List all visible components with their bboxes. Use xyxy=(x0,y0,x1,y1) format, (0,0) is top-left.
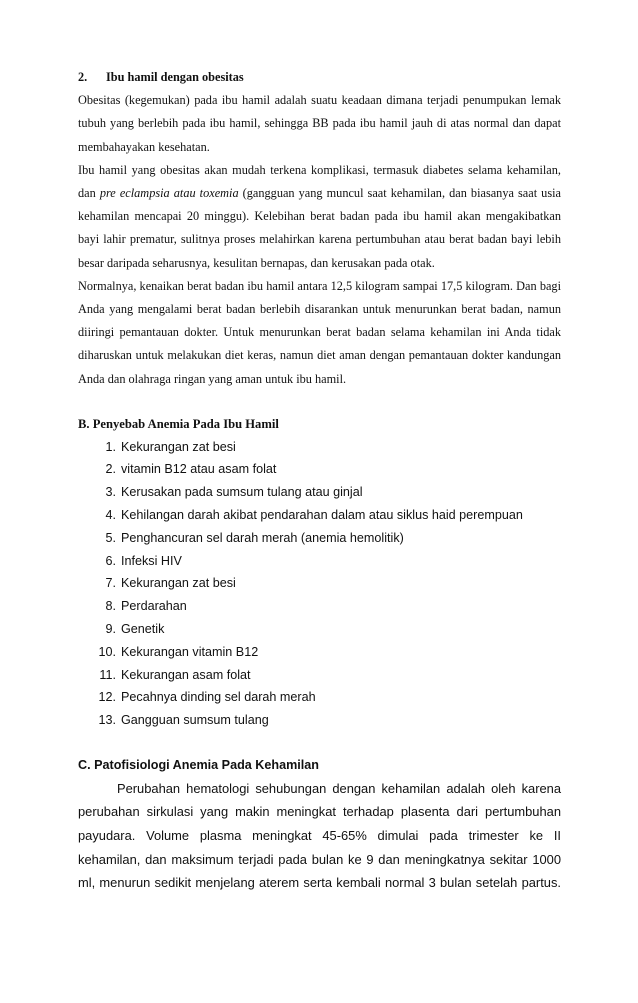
complications-italic-term: pre eclampsia atau toxemia xyxy=(99,186,239,201)
list-item xyxy=(96,664,561,687)
list-item xyxy=(96,550,561,573)
list-item-text: Kehilangan darah akibat pendarahan dalam atau siklus haid perempuan xyxy=(121,508,523,523)
section-2-number: 2. xyxy=(78,70,88,84)
obesity-complications-paragraph xyxy=(78,159,561,275)
list-item-number: 2. xyxy=(105,462,116,477)
list-item-number: 13. xyxy=(98,713,116,728)
list-item-number: 10. xyxy=(98,644,116,659)
list-item-text: Kerusakan pada sumsum tulang atau ginjal xyxy=(121,485,363,500)
list-item-text: Gangguan sumsum tulang xyxy=(121,713,269,728)
list-item-text: Kekurangan asam folat xyxy=(121,667,251,682)
list-item-number: 6. xyxy=(105,553,116,568)
spacer xyxy=(78,391,561,413)
list-item xyxy=(96,572,561,595)
list-item-number: 5. xyxy=(105,530,116,545)
list-item xyxy=(96,436,561,459)
list-item xyxy=(96,458,561,481)
document-page xyxy=(78,66,561,895)
list-item-text: vitamin B12 atau asam folat xyxy=(121,462,277,477)
list-item-number: 7. xyxy=(105,576,116,591)
weight-gain-paragraph: Normalnya, kenaikan berat badan ibu hamil antara 12,5 kilogram sampai 17,5 kilogram. Dan bagi Anda yang mengalami berat badan berlebih disarankan untuk menurunkan berat badan, namun diiringi pemantauan dokter. Untuk menurunkan berat badan selama kehamilan ini Anda tidak diharuskan untuk melakukan diet keras, namun diet aman dengan pemantauan dokter kandungan Anda dan olahraga ringan yang aman untuk ibu hamil. xyxy=(78,278,561,386)
list-item xyxy=(96,527,561,550)
list-item-text: Genetik xyxy=(121,622,165,637)
list-item-number: 3. xyxy=(105,485,116,500)
list-item xyxy=(96,641,561,664)
spacer xyxy=(78,732,561,754)
list-item xyxy=(96,709,561,732)
list-item-text: Kekurangan zat besi xyxy=(121,576,236,591)
list-item-number: 4. xyxy=(105,508,116,523)
list-item xyxy=(96,595,561,618)
section-2-heading xyxy=(78,66,561,89)
list-item-text: Penghancuran sel darah merah (anemia hemolitik) xyxy=(121,530,404,545)
list-item-number: 12. xyxy=(98,690,116,705)
list-item-number: 11. xyxy=(99,667,116,682)
list-item-number: 8. xyxy=(105,599,116,614)
complications-text-end: (gangguan yang muncul saat kehamilan, dan biasanya saat usia kehamilan mencapai 20 minggu). Kelebihan berat badan pada ibu hamil akan mengakibatkan bayi lahir prematur, sulitnya proses melahirkan karena pertumbuhan atau berat badan bayi lebih besar daripada seharusnya, kesulitan bernapas, dan kerusakan pada otak. xyxy=(78,186,561,270)
list-item-number: 9. xyxy=(105,622,116,637)
obesity-definition-paragraph: Obesitas (kegemukan) pada ibu hamil adalah suatu keadaan dimana terjadi penumpukan lemak tubuh yang berlebih pada ibu hamil, sehingga BB pada ibu hamil jauh di atas normal dan dapat membahayakan kesehatan. xyxy=(78,93,561,154)
list-item-text: Pecahnya dinding sel darah merah xyxy=(121,690,316,705)
anemia-causes-list xyxy=(78,436,561,732)
section-2-title: Ibu hamil dengan obesitas xyxy=(106,70,244,84)
list-item xyxy=(96,618,561,641)
section-c-heading: C. Patofisiologi Anemia Pada Kehamilan xyxy=(78,758,319,772)
list-item xyxy=(96,686,561,709)
list-item-number: 1. xyxy=(105,439,116,454)
list-item xyxy=(96,504,561,527)
list-item-text: Infeksi HIV xyxy=(121,553,182,568)
list-item-text: Kekurangan zat besi xyxy=(121,439,236,454)
list-item-text: Perdarahan xyxy=(121,599,187,614)
list-item xyxy=(96,481,561,504)
list-item-text: Kekurangan vitamin B12 xyxy=(121,644,259,659)
complications-text-start: Ibu hamil yang obesitas akan mudah terkena komplikasi, termasuk diabetes selama kehamilan, dan xyxy=(78,162,561,201)
pathophysiology-paragraph: Perubahan hematologi sehubungan dengan kehamilan adalah oleh karena perubahan sirkulasi yang makin meningkat terhadap plasenta dari pertumbuhan payudara. Volume plasma meningkat 45-65% dimulai pada trimester ke II kehamilan, dan maksimum terjadi pada bulan ke 9 dan meningkatnya sekitar 1000 ml, menurun sedikit menjelang aterem serta kembali normal 3 bulan setelah partus. xyxy=(78,780,561,891)
section-b-heading: B. Penyebab Anemia Pada Ibu Hamil xyxy=(78,416,279,431)
